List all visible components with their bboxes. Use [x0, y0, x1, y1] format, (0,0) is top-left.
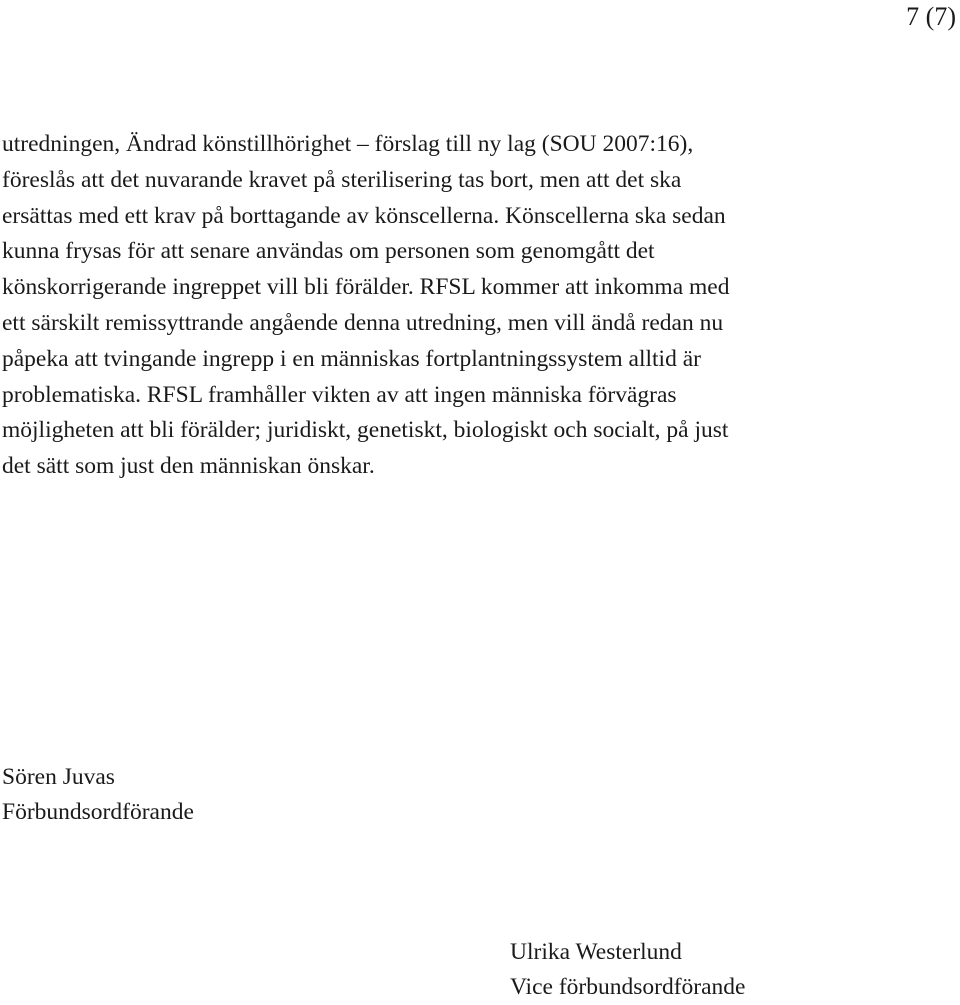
paragraph-line: påpeka att tvingande ingrepp i en människas fortplantningssystem alltid är: [2, 345, 701, 372]
paragraph-line: ett särskilt remissyttrande angående denna utredning, men vill ändå redan nu: [2, 309, 724, 336]
paragraph-line: könskorrigerande ingreppet vill bli förälder. RFSL kommer att inkomma med: [2, 274, 730, 301]
signature-block-vice-chair: [510, 935, 745, 1005]
signature-block-chair: [2, 760, 194, 830]
signatory-title: Vice förbundsordförande: [510, 974, 746, 1000]
page-number: 7 (7): [906, 2, 956, 31]
paragraph-line: föreslås att det nuvarande kravet på sterilisering tas bort, men att det ska: [2, 166, 682, 193]
paragraph-line: utredningen, Ändrad könstillhörighet – förslag till ny lag (SOU 2007:16),: [2, 131, 694, 157]
paragraph-line: det sätt som just den människan önskar.: [2, 453, 375, 480]
paragraph-line: problematiska. RFSL framhåller vikten av att ingen människa förvägras: [2, 381, 677, 408]
paragraph-line: ersättas med ett krav på borttagande av könscellerna. Könscellerna ska sedan: [2, 202, 726, 229]
signatory-name: Ulrika Westerlund: [510, 939, 682, 965]
body-paragraph: [2, 127, 957, 485]
paragraph-line: kunna frysas för att senare användas om personen som genomgått det: [2, 238, 655, 265]
signatory-name: Sören Juvas: [2, 764, 115, 790]
paragraph-line: möjligheten att bli förälder; juridiskt, genetiskt, biologiskt och socialt, på just: [2, 417, 729, 444]
signatory-title: Förbundsordförande: [2, 799, 194, 825]
